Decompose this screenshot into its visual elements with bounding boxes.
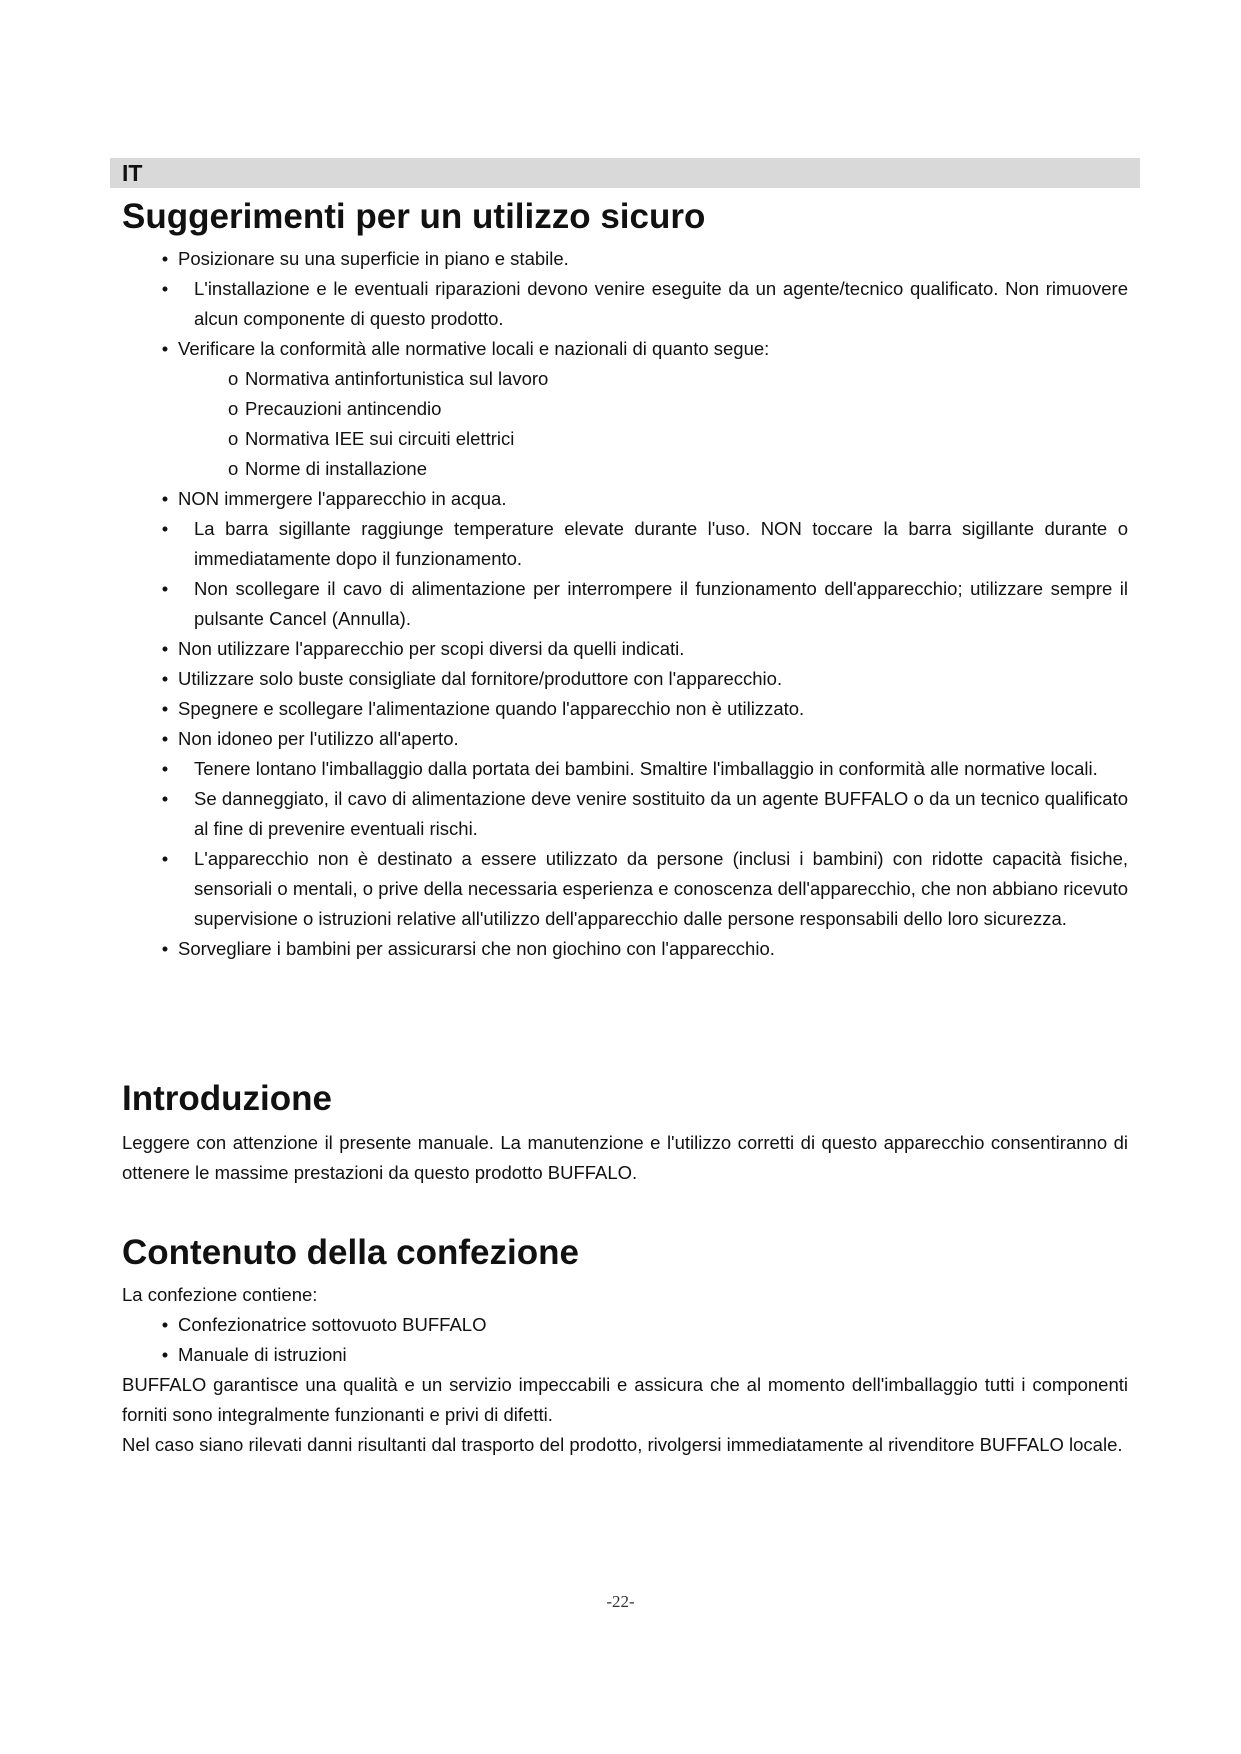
section-safety: [122, 196, 1128, 964]
list-item: • Manuale di istruzioni: [122, 1340, 1128, 1370]
package-intro: La confezione contiene:: [122, 1284, 318, 1305]
list-item: • Non utilizzare l'apparecchio per scopi diversi da quelli indicati.: [122, 634, 1128, 664]
damage-paragraph: Nel caso siano rilevati danni risultanti dal trasporto del prodotto, rivolgersi immediatamente al rivenditore BUFFALO locale.: [122, 1434, 1123, 1455]
list-item: • NON immergere l'apparecchio in acqua.: [122, 484, 1128, 514]
bullet-icon: •: [161, 848, 169, 869]
circle-bullet-icon: o: [228, 368, 239, 389]
bullet-icon: •: [161, 488, 169, 509]
list-item: • Non scollegare il cavo di alimentazione per interrompere il funzionamento dell'apparecchio; utilizzare sempre il pulsante Cancel (Annulla).: [122, 574, 1128, 634]
list-item: • Sorvegliare i bambini per assicurarsi che non giochino con l'apparecchio.: [122, 934, 1128, 964]
list-item: • Tenere lontano l'imballaggio dalla portata dei bambini. Smaltire l'imballaggio in conformità alle normative locali.: [122, 754, 1128, 784]
sub-list-item: o Precauzioni antincendio: [122, 394, 1128, 424]
list-item: • La barra sigillante raggiunge temperature elevate durante l'uso. NON toccare la barra sigillante durante o immediatamente dopo il funzionamento.: [122, 514, 1128, 574]
bullet-icon: •: [161, 278, 169, 299]
bullet-icon: •: [161, 758, 169, 779]
bullet-icon: •: [161, 698, 169, 719]
bullet-icon: •: [161, 248, 169, 269]
circle-bullet-icon: o: [228, 428, 239, 449]
list-item: • Spegnere e scollegare l'alimentazione quando l'apparecchio non è utilizzato.: [122, 694, 1128, 724]
introduction-text: Leggere con attenzione il presente manuale. La manutenzione e l'utilizzo corretti di questo apparecchio consentiranno di ottenere le massime prestazioni da questo prodotto BUFFALO.: [122, 1132, 1128, 1183]
bullet-icon: •: [161, 578, 169, 599]
sub-list-item: o Normativa IEE sui circuiti elettrici: [122, 424, 1128, 454]
list-item: • Confezionatrice sottovuoto BUFFALO: [122, 1310, 1128, 1340]
bullet-icon: •: [161, 518, 169, 539]
bullet-icon: •: [161, 1344, 169, 1365]
list-item: • Non idoneo per l'utilizzo all'aperto.: [122, 724, 1128, 754]
page-number: -22-: [606, 1592, 635, 1611]
package-items-list: [122, 1310, 1128, 1370]
language-header-bar: [110, 158, 1140, 188]
bullet-icon: •: [161, 788, 169, 809]
list-item: • L'apparecchio non è destinato a essere utilizzato da persone (inclusi i bambini) con ridotte capacità fisiche, sensoriali o mentali, o prive della necessaria esperienza e conoscenza dell'apparecchio, che non abbiano ricevuto supervisione o istruzioni relative all'utilizzo dell'apparecchio dalle persone responsabili dello loro sicurezza.: [122, 844, 1128, 934]
sub-list-item: o Normativa antinfortunistica sul lavoro: [122, 364, 1128, 394]
list-item: • Utilizzare solo buste consigliate dal fornitore/produttore con l'apparecchio.: [122, 664, 1128, 694]
section-title-package-contents: Contenuto della confezione: [122, 1233, 579, 1272]
section-introduction: [122, 1078, 1128, 1188]
safety-list: [122, 244, 1128, 364]
bullet-icon: •: [161, 338, 169, 359]
safety-list-continued: [122, 484, 1128, 964]
list-item: • Se danneggiato, il cavo di alimentazione deve venire sostituito da un agente BUFFALO o da un tecnico qualificato al fine di prevenire eventuali rischi.: [122, 784, 1128, 844]
circle-bullet-icon: o: [228, 458, 239, 479]
list-item: • Posizionare su una superficie in piano e stabile.: [122, 244, 1128, 274]
section-title-introduction: Introduzione: [122, 1079, 332, 1118]
list-item: • L'installazione e le eventuali riparazioni devono venire eseguite da un agente/tecnico qualificato. Non rimuovere alcun componente di questo prodotto.: [122, 274, 1128, 334]
section-package-contents: [122, 1232, 1128, 1460]
list-item: • Verificare la conformità alle normative locali e nazionali di quanto segue:: [122, 334, 1128, 364]
warranty-paragraph: BUFFALO garantisce una qualità e un servizio impeccabili e assicura che al momento dell'imballaggio tutti i componenti forniti sono integralmente funzionanti e privi di difetti.: [122, 1374, 1128, 1425]
sub-list-item: o Norme di installazione: [122, 454, 1128, 484]
bullet-icon: •: [161, 1314, 169, 1335]
section-title-safety: Suggerimenti per un utilizzo sicuro: [122, 197, 706, 236]
bullet-icon: •: [161, 638, 169, 659]
bullet-icon: •: [161, 728, 169, 749]
sub-list: [122, 364, 1128, 484]
bullet-icon: •: [161, 938, 169, 959]
language-label: IT: [122, 160, 143, 186]
circle-bullet-icon: o: [228, 398, 239, 419]
bullet-icon: •: [161, 668, 169, 689]
